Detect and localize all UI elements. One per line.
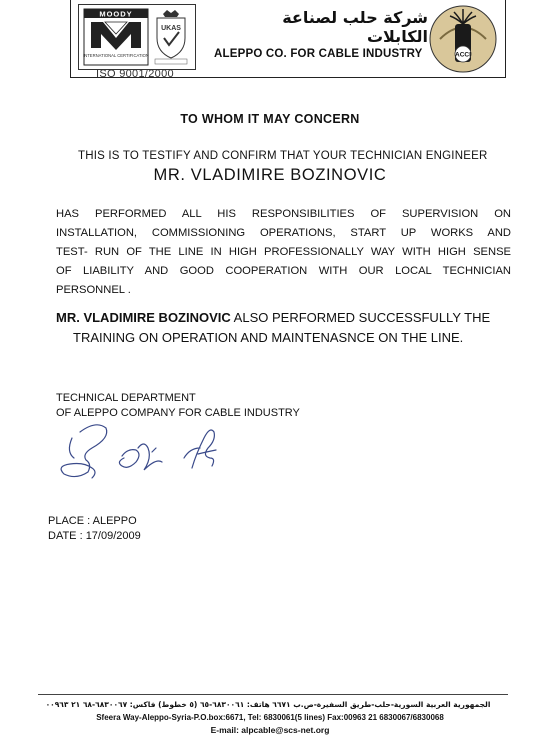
signature-3 <box>184 430 216 468</box>
intro-line: THIS IS TO TESTIFY AND CONFIRM THAT YOUR TECHNICIAN ENGINEER <box>78 150 488 162</box>
department-line-2: OF ALEPPO COMPANY FOR CABLE INDUSTRY <box>56 407 300 419</box>
date-line: DATE : 17/09/2009 <box>48 530 141 542</box>
crown-icon <box>163 10 179 17</box>
acci-logo-text: ACCI <box>455 51 471 59</box>
paragraph-line <box>56 308 511 328</box>
department-line-1: TECHNICAL DEPARTMENT <box>56 392 196 404</box>
paragraph-line: PERSONNEL . <box>56 284 131 296</box>
company-name-english: ALEPPO CO. FOR CABLE INDUSTRY <box>214 48 423 60</box>
paragraph-line: INSTALLATION, COMMISSIONING OPERATIONS, START UP WORKS AND <box>56 227 511 239</box>
company-name-arabic: شركة حلب لصناعة الكابلات <box>282 8 428 46</box>
place-line: PLACE : ALEPPO <box>48 515 137 527</box>
moody-certification-logo <box>83 8 149 66</box>
ukas-logo-text: UKAS <box>161 25 181 32</box>
moody-logo-text: MOODY <box>99 9 133 19</box>
paragraph-training <box>56 308 511 348</box>
person-name: MR. VLADIMIRE BOZINOVIC <box>153 166 387 184</box>
footer-address-english: Sfeera Way-Aleppo-Syria-P.O.box:6671, Tel: 6830061(5 lines) Fax:00963 21 6830067/6830068 <box>96 713 444 722</box>
footer-divider <box>38 694 508 695</box>
signature-1 <box>61 425 107 478</box>
paragraph-line: OF LIABILITY AND GOOD COOPERATION WITH OUR LOCAL TECHNICIAN <box>56 265 511 277</box>
bold-person-name: MR. VLADIMIRE BOZINOVIC <box>56 310 231 325</box>
signature-2 <box>119 444 162 470</box>
iso-certification-text: ISO 9001/2000 <box>96 68 174 80</box>
acci-logo <box>428 4 498 74</box>
paragraph-text: ALSO PERFORMED SUCCESSFULLY THE <box>230 310 491 325</box>
paragraph-line: TEST- RUN OF THE LINE IN HIGH PROFESSIONALLY WAY WITH HIGH SENSE <box>56 246 511 258</box>
moody-sub-text: INTERNATIONAL CERTIFICATION <box>83 53 149 58</box>
paragraph-responsibilities <box>56 205 511 300</box>
ukas-logo <box>151 8 191 66</box>
footer-email: E-mail: alpcable@scs-net.org <box>210 725 330 735</box>
paragraph-line: HAS PERFORMED ALL HIS RESPONSIBILITIES OF SUPERVISION ON <box>56 208 511 220</box>
footer-address-arabic: الجمهورية العربية السورية-حلب-طريق السفيرة-ص.ب ٦٦٧١ هاتف: ٦٨٣٠٠٦١-٦٥ (٥ خطوط) فاكس: ٦٨٣٠٠٦٧-٦٨ ٢١ ٠٠٩٦٣ <box>45 700 491 709</box>
letter-heading: TO WHOM IT MAY CONCERN <box>180 112 360 126</box>
handwritten-signatures <box>52 418 232 488</box>
paragraph-line: TRAINING ON OPERATION AND MAINTENASNCE ON THE LINE. <box>73 330 464 345</box>
